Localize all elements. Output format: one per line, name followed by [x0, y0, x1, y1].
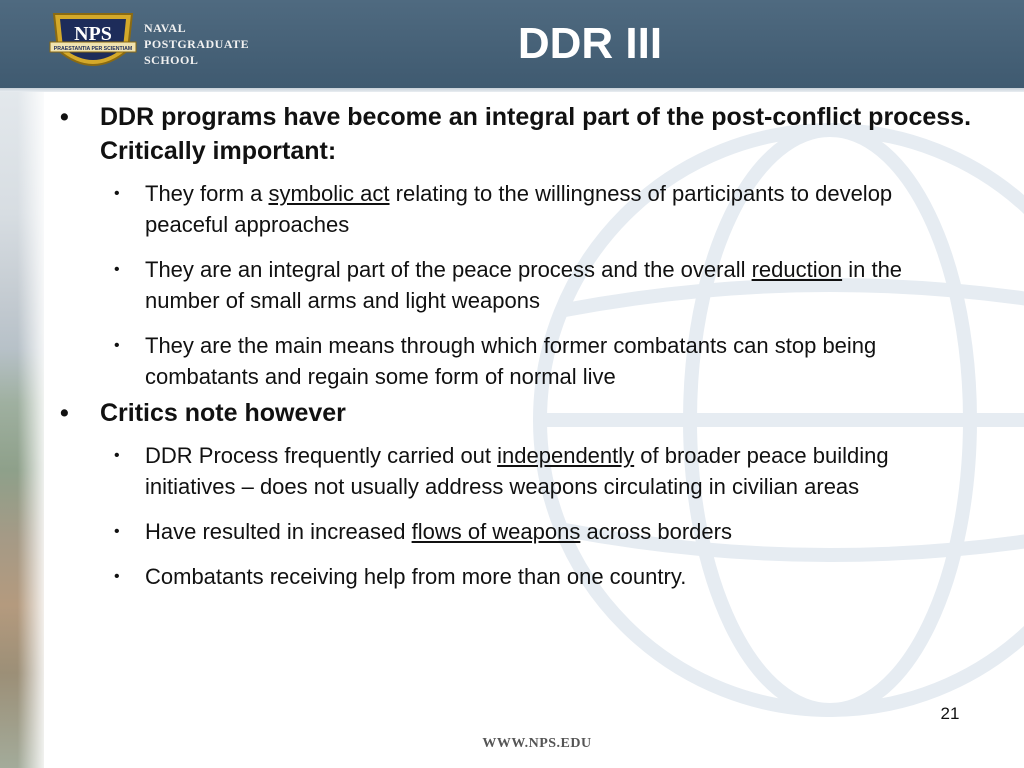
sub-bullet-dot: •	[114, 523, 120, 540]
underlined-term: flows of weapons	[411, 519, 581, 544]
sub-bullet-2-2	[58, 516, 978, 547]
bullet-2	[58, 396, 978, 430]
sub-bullet-1-1	[58, 178, 978, 240]
sub-bullet-text-after: of broader peace building initiatives – does not usually address weapons circulating in civilian areas	[145, 443, 889, 499]
nps-seal-logo	[48, 10, 138, 76]
bullet-1-text: DDR programs have become an integral part of the post-conflict process. Critically important:	[100, 103, 972, 165]
page-number: 21	[940, 704, 960, 723]
underlined-term: symbolic act	[268, 181, 390, 206]
underlined-term: reduction	[751, 257, 843, 282]
school-name-line-1: NAVAL	[144, 21, 187, 35]
sub-bullet-text-before: They form a	[145, 181, 269, 206]
slide-body	[58, 100, 978, 606]
underlined-term: independently	[497, 443, 635, 468]
sub-bullet-dot: •	[114, 261, 120, 278]
bullet-2-text: Critics note however	[100, 399, 346, 427]
bullet-dot: •	[60, 103, 69, 131]
sub-bullet-text-before: They are the main means through which former combatants can stop being combatants and regain some form of normal live	[145, 333, 877, 389]
campus-photo-strip	[0, 92, 44, 768]
school-name	[144, 20, 264, 68]
sub-bullet-text-after: in the number of small arms and light weapons	[145, 257, 903, 313]
sub-bullet-text-before: Combatants receiving help from more than one country.	[145, 564, 687, 589]
sub-bullet-dot: •	[114, 568, 120, 585]
header-divider	[0, 88, 1024, 92]
sub-bullet-text-after: relating to the willingness of participants to develop peaceful approaches	[145, 181, 893, 237]
school-name-line-3: SCHOOL	[144, 53, 199, 67]
bullet-1	[58, 100, 978, 168]
sub-bullet-1-3	[58, 330, 978, 392]
sub-bullet-text-before: DDR Process frequently carried out	[145, 443, 498, 468]
slide-title: DDR III	[517, 19, 663, 68]
sub-bullet-2-3	[58, 561, 978, 592]
sub-bullet-dot: •	[114, 185, 120, 202]
sub-bullet-1-2	[58, 254, 978, 316]
bullet-dot: •	[60, 399, 69, 427]
sub-bullet-2-1	[58, 440, 978, 502]
sub-bullet-text-before: They are an integral part of the peace process and the overall	[145, 257, 752, 282]
sub-bullet-dot: •	[114, 447, 120, 464]
logo-motto: PRAESTANTIA PER SCIENTIAM	[53, 46, 133, 52]
sub-bullet-text-after: across borders	[580, 519, 732, 544]
footer-url: WWW.NPS.EDU	[482, 736, 592, 751]
logo-text: NPS	[74, 23, 112, 45]
sub-bullet-dot: •	[114, 337, 120, 354]
sub-bullet-text-before: Have resulted in increased	[145, 519, 412, 544]
school-name-line-2: POSTGRADUATE	[144, 37, 250, 51]
